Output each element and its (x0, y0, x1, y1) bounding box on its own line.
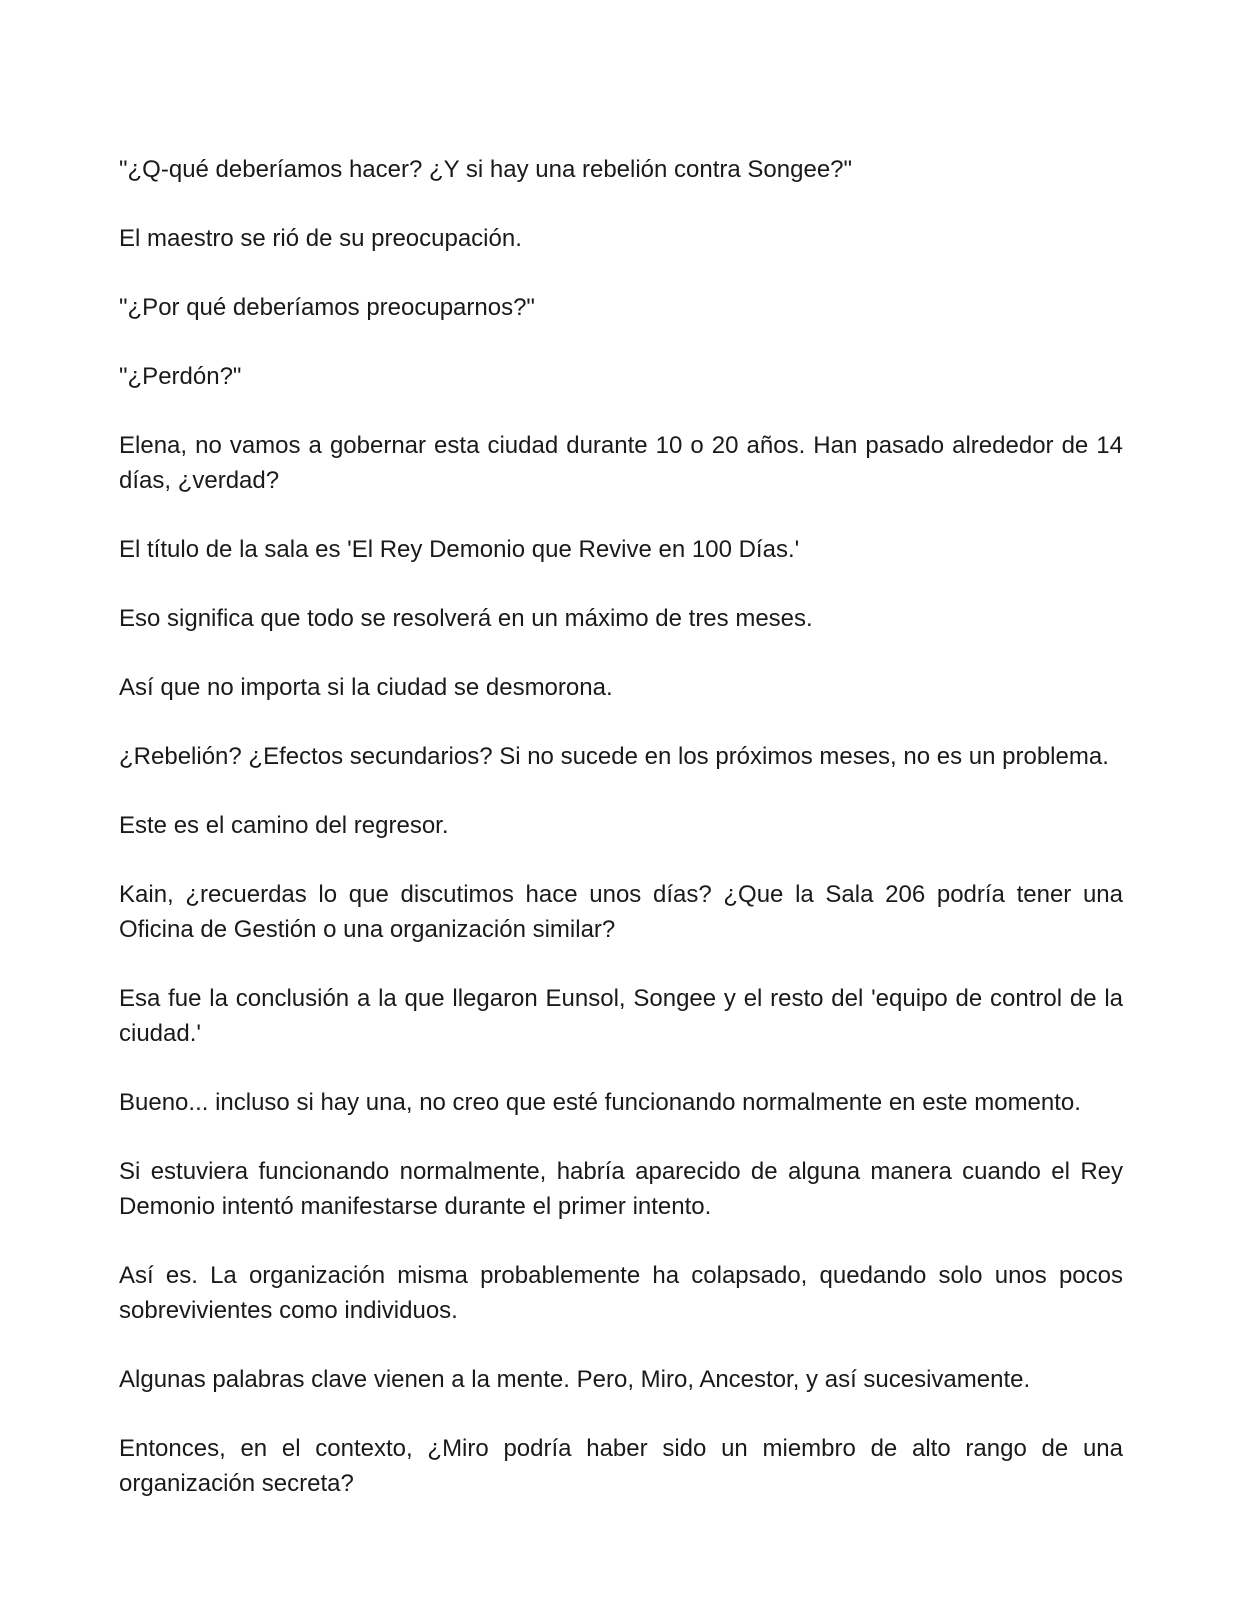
paragraph-7: Eso significa que todo se resolverá en un máximo de tres meses. (119, 605, 813, 632)
paragraph-2: El maestro se rió de su preocupación. (119, 225, 522, 252)
paragraph-3: "¿Por qué deberíamos preocuparnos?" (119, 294, 535, 321)
paragraph-9: ¿Rebelión? ¿Efectos secundarios? Si no sucede en los próximos meses, no es un problema. (119, 743, 1109, 770)
paragraph-10: Este es el camino del regresor. (119, 812, 449, 839)
paragraph-13: Bueno... incluso si hay una, no creo que esté funcionando normalmente en este momento. (119, 1089, 1081, 1116)
paragraph-11: Kain, ¿recuerdas lo que discutimos hace unos días? ¿Que la Sala 206 podría tener una Oficina de Gestión o una organización similar? (119, 881, 1123, 943)
paragraph-16: Algunas palabras clave vienen a la mente. Pero, Miro, Ancestor, y así sucesivamente. (119, 1366, 1031, 1393)
document-body (119, 152, 1123, 1535)
paragraph-12: Esa fue la conclusión a la que llegaron Eunsol, Songee y el resto del 'equipo de control de la ciudad.' (119, 985, 1123, 1047)
paragraph-5: Elena, no vamos a gobernar esta ciudad durante 10 o 20 años. Han pasado alrededor de 14 días, ¿verdad? (119, 432, 1123, 494)
paragraph-6: El título de la sala es 'El Rey Demonio que Revive en 100 Días.' (119, 536, 800, 563)
paragraph-8: Así que no importa si la ciudad se desmorona. (119, 674, 613, 701)
paragraph-14: Si estuviera funcionando normalmente, habría aparecido de alguna manera cuando el Rey Demonio intentó manifestarse durante el primer intento. (119, 1158, 1123, 1220)
paragraph-4: "¿Perdón?" (119, 363, 242, 390)
paragraph-1: "¿Q-qué deberíamos hacer? ¿Y si hay una rebelión contra Songee?" (119, 156, 853, 183)
paragraph-15: Así es. La organización misma probablemente ha colapsado, quedando solo unos pocos sobrevivientes como individuos. (119, 1262, 1123, 1324)
paragraph-17: Entonces, en el contexto, ¿Miro podría haber sido un miembro de alto rango de una organización secreta? (119, 1435, 1123, 1497)
